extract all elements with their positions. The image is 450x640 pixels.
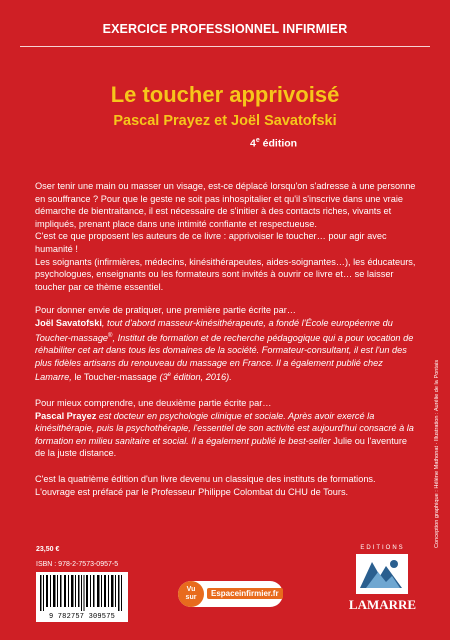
- divider: [20, 46, 430, 47]
- blurb-paragraph: C'est ce que proposent les auteurs de ce livre : apprivoiser le toucher… pour agir avec humanité !: [35, 231, 387, 254]
- espace-infirmier-label: Espaceinfirmier.fr: [207, 588, 283, 599]
- series-title: EXERCICE PROFESSIONNEL INFIRMIER: [102, 22, 348, 36]
- blurb-paragraph: C'est la quatrième édition d'un livre devenu un classique des instituts de formations. L'ouvrage est préfacé par le Professeur Philippe Colombat du CHU de Tours.: [35, 474, 376, 497]
- blurb-paragraph: Pour donner envie de pratiquer, une première partie écrite par…: [35, 305, 296, 316]
- blurb: [35, 180, 417, 498]
- price: 23,50 €: [36, 546, 60, 553]
- blurb-paragraph: Pour mieux comprendre, une deuxième partie écrite par…: [35, 398, 272, 409]
- author-name: Pascal Prayez: [35, 410, 97, 421]
- isbn: ISBN : 978-2-7573-0957-5: [36, 561, 119, 568]
- espace-infirmier-badge[interactable]: [178, 581, 283, 607]
- book-authors: Pascal Prayez et Joël Savatofski: [113, 113, 337, 129]
- author-name: Joël Savatofski: [35, 317, 102, 328]
- publisher-emblem-icon: [356, 554, 408, 594]
- publisher-name: LAMARRE: [348, 597, 417, 612]
- publisher-editions: EDITIONS: [360, 545, 405, 551]
- barcode-bars: [40, 575, 124, 611]
- publisher-logo: [340, 545, 425, 623]
- design-credits: Conception graphique : Hélène Mathonat · Illustration : Aurélie de la Pontais: [434, 359, 440, 548]
- blurb-paragraph: Les soignants (infirmières, médecins, kinésithérapeutes, aides-soignantes…), les éducateurs, psychologues, enseignants ou les formateurs sont invités à ouvrir ce livre et… se laisser toucher par ce thème essentiel.: [35, 256, 416, 292]
- author-bio-prayez: Pascal Prayez est docteur en psychologie clinique et sociale. Après avoir exercé la kinésithérapie, puis la psychothérapie, l'essentiel de son activité est aujourd'hui consacré à la formation en milieu sanitaire et social. Il a également publié le best-seller Julie ou l'aventure de la juste distance.: [35, 410, 414, 459]
- book-title: Le toucher apprivoisé: [110, 82, 340, 107]
- edition-label: 4e édition: [250, 137, 298, 150]
- blurb-paragraph: Oser tenir une main ou masser un visage, est-ce déplacé lorsqu'on s'adresse à une personne en souffrance ? Pour que le geste ne soit pas inhospitalier et qu'il s'inscrive dans une vraie démarche de bientraitance, il est nécessaire de s'initier à des contacts riches, vivants et impliqués, prenant place dans une intimité confiante et respectueuse.: [35, 181, 416, 229]
- barcode-number: 9 782757 309575: [48, 613, 115, 621]
- barcode: [36, 572, 128, 622]
- author-bio-savatofski: Joël Savatofski, tout d'abord masseur-kinésithérapeute, a fondé l'École européenne du Toucher-massage®, Institut de formation et de recherche pédagogique qui a pour vocation de réhabiliter cet art dans tous les domaines de la société. Formateur-consultant, il est l'un des plus fidèles artisans du renouveau du massage en France. Il a également publié chez Lamarre, le Toucher-massage (3e édition, 2016).: [35, 317, 414, 383]
- vu-sur-icon: Vu sur: [178, 581, 204, 607]
